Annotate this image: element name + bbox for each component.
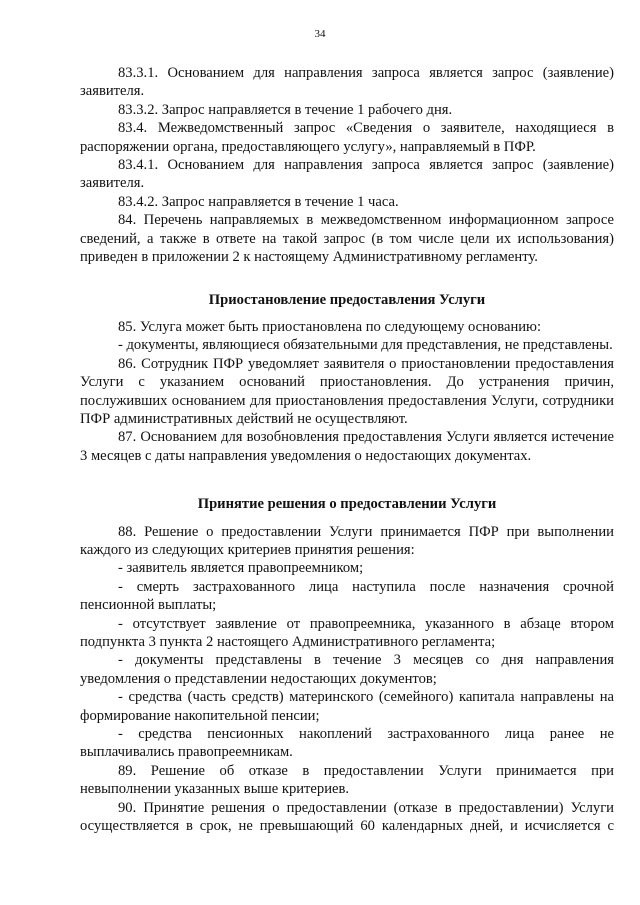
paragraph-89: 89. Решение об отказе в предоставлении Услуги принимается при невыполнении указанных выше критериев. bbox=[80, 762, 614, 798]
paragraph-83-3-2: 83.3.2. Запрос направляется в течение 1 рабочего дня. bbox=[118, 101, 453, 118]
paragraph-84: 84. Перечень направляемых в межведомственном информационном запросе сведений, а также в ответе на такой запрос (в том числе цели их использования) приведен в приложении 2 к настоящему Административному регламенту. bbox=[80, 212, 614, 266]
page-number: 34 bbox=[314, 28, 326, 40]
paragraph-83-3-1: 83.3.1. Основанием для направления запроса является запрос (заявление) заявителя. bbox=[80, 65, 614, 100]
paragraph-88-item-3: - отсутствует заявление от правопреемника, указанного в абзаце втором подпункта 3 пункта 2 настоящего Административного регламента; bbox=[80, 615, 614, 650]
paragraph-88-item-1: - заявитель является правопреемником; bbox=[118, 560, 364, 577]
paragraph-88-item-5: - средства (часть средств) материнского (семейного) капитала направлены на формирование накопительной пенсии; bbox=[80, 689, 614, 724]
paragraph-85-item: - документы, являющиеся обязательными для представления, не представлены. bbox=[118, 337, 613, 354]
paragraph-87: 87. Основанием для возобновления предоставления Услуги является истечение 3 месяцев с даты направления уведомления о недостающих документах. bbox=[80, 429, 614, 464]
section-heading-decision: Принятие решения о предоставлении Услуги bbox=[197, 496, 497, 513]
paragraph-83-4-2: 83.4.2. Запрос направляется в течение 1 часа. bbox=[118, 193, 399, 210]
paragraph-88-item-2: - смерть застрахованного лица наступила после назначения срочной пенсионной выплаты; bbox=[80, 578, 614, 614]
paragraph-88: 88. Решение о предоставлении Услуги принимается ПФР при выполнении каждого из следующих критериев принятия решения: bbox=[80, 523, 614, 558]
section-heading-suspension: Приостановление предоставления Услуги bbox=[208, 292, 486, 309]
paragraph-83-4: 83.4. Межведомственный запрос «Сведения о заявителе, находящиеся в распоряжении органа, предоставляющего услугу», направляемый в ПФР. bbox=[80, 120, 614, 155]
paragraph-83-4-1: 83.4.1. Основанием для направления запроса является запрос (заявление) заявителя. bbox=[80, 157, 614, 192]
paragraph-88-item-6: - средства пенсионных накоплений застрахованного лица ранее не выплачивались правопреемникам. bbox=[80, 726, 614, 761]
paragraph-88-item-4: - документы представлены в течение 3 месяцев со дня направления уведомления о представлении недостающих документов; bbox=[80, 652, 614, 687]
paragraph-90: 90. Принятие решения о предоставлении (отказе в предоставлении) Услуги осуществляется в срок, не превышающий 60 календарных дней, и исчисляется с bbox=[80, 799, 614, 835]
paragraph-85: 85. Услуга может быть приостановлена по следующему основанию: bbox=[118, 318, 542, 335]
document-body bbox=[80, 64, 614, 835]
paragraph-86: 86. Сотрудник ПФР уведомляет заявителя о приостановлении предоставления Услуги с указанием оснований приостановления. До устранения причин, послуживших основанием для приостановления предоставления Услуги, сотрудники ПФР административных действий не осуществляют. bbox=[80, 355, 614, 427]
